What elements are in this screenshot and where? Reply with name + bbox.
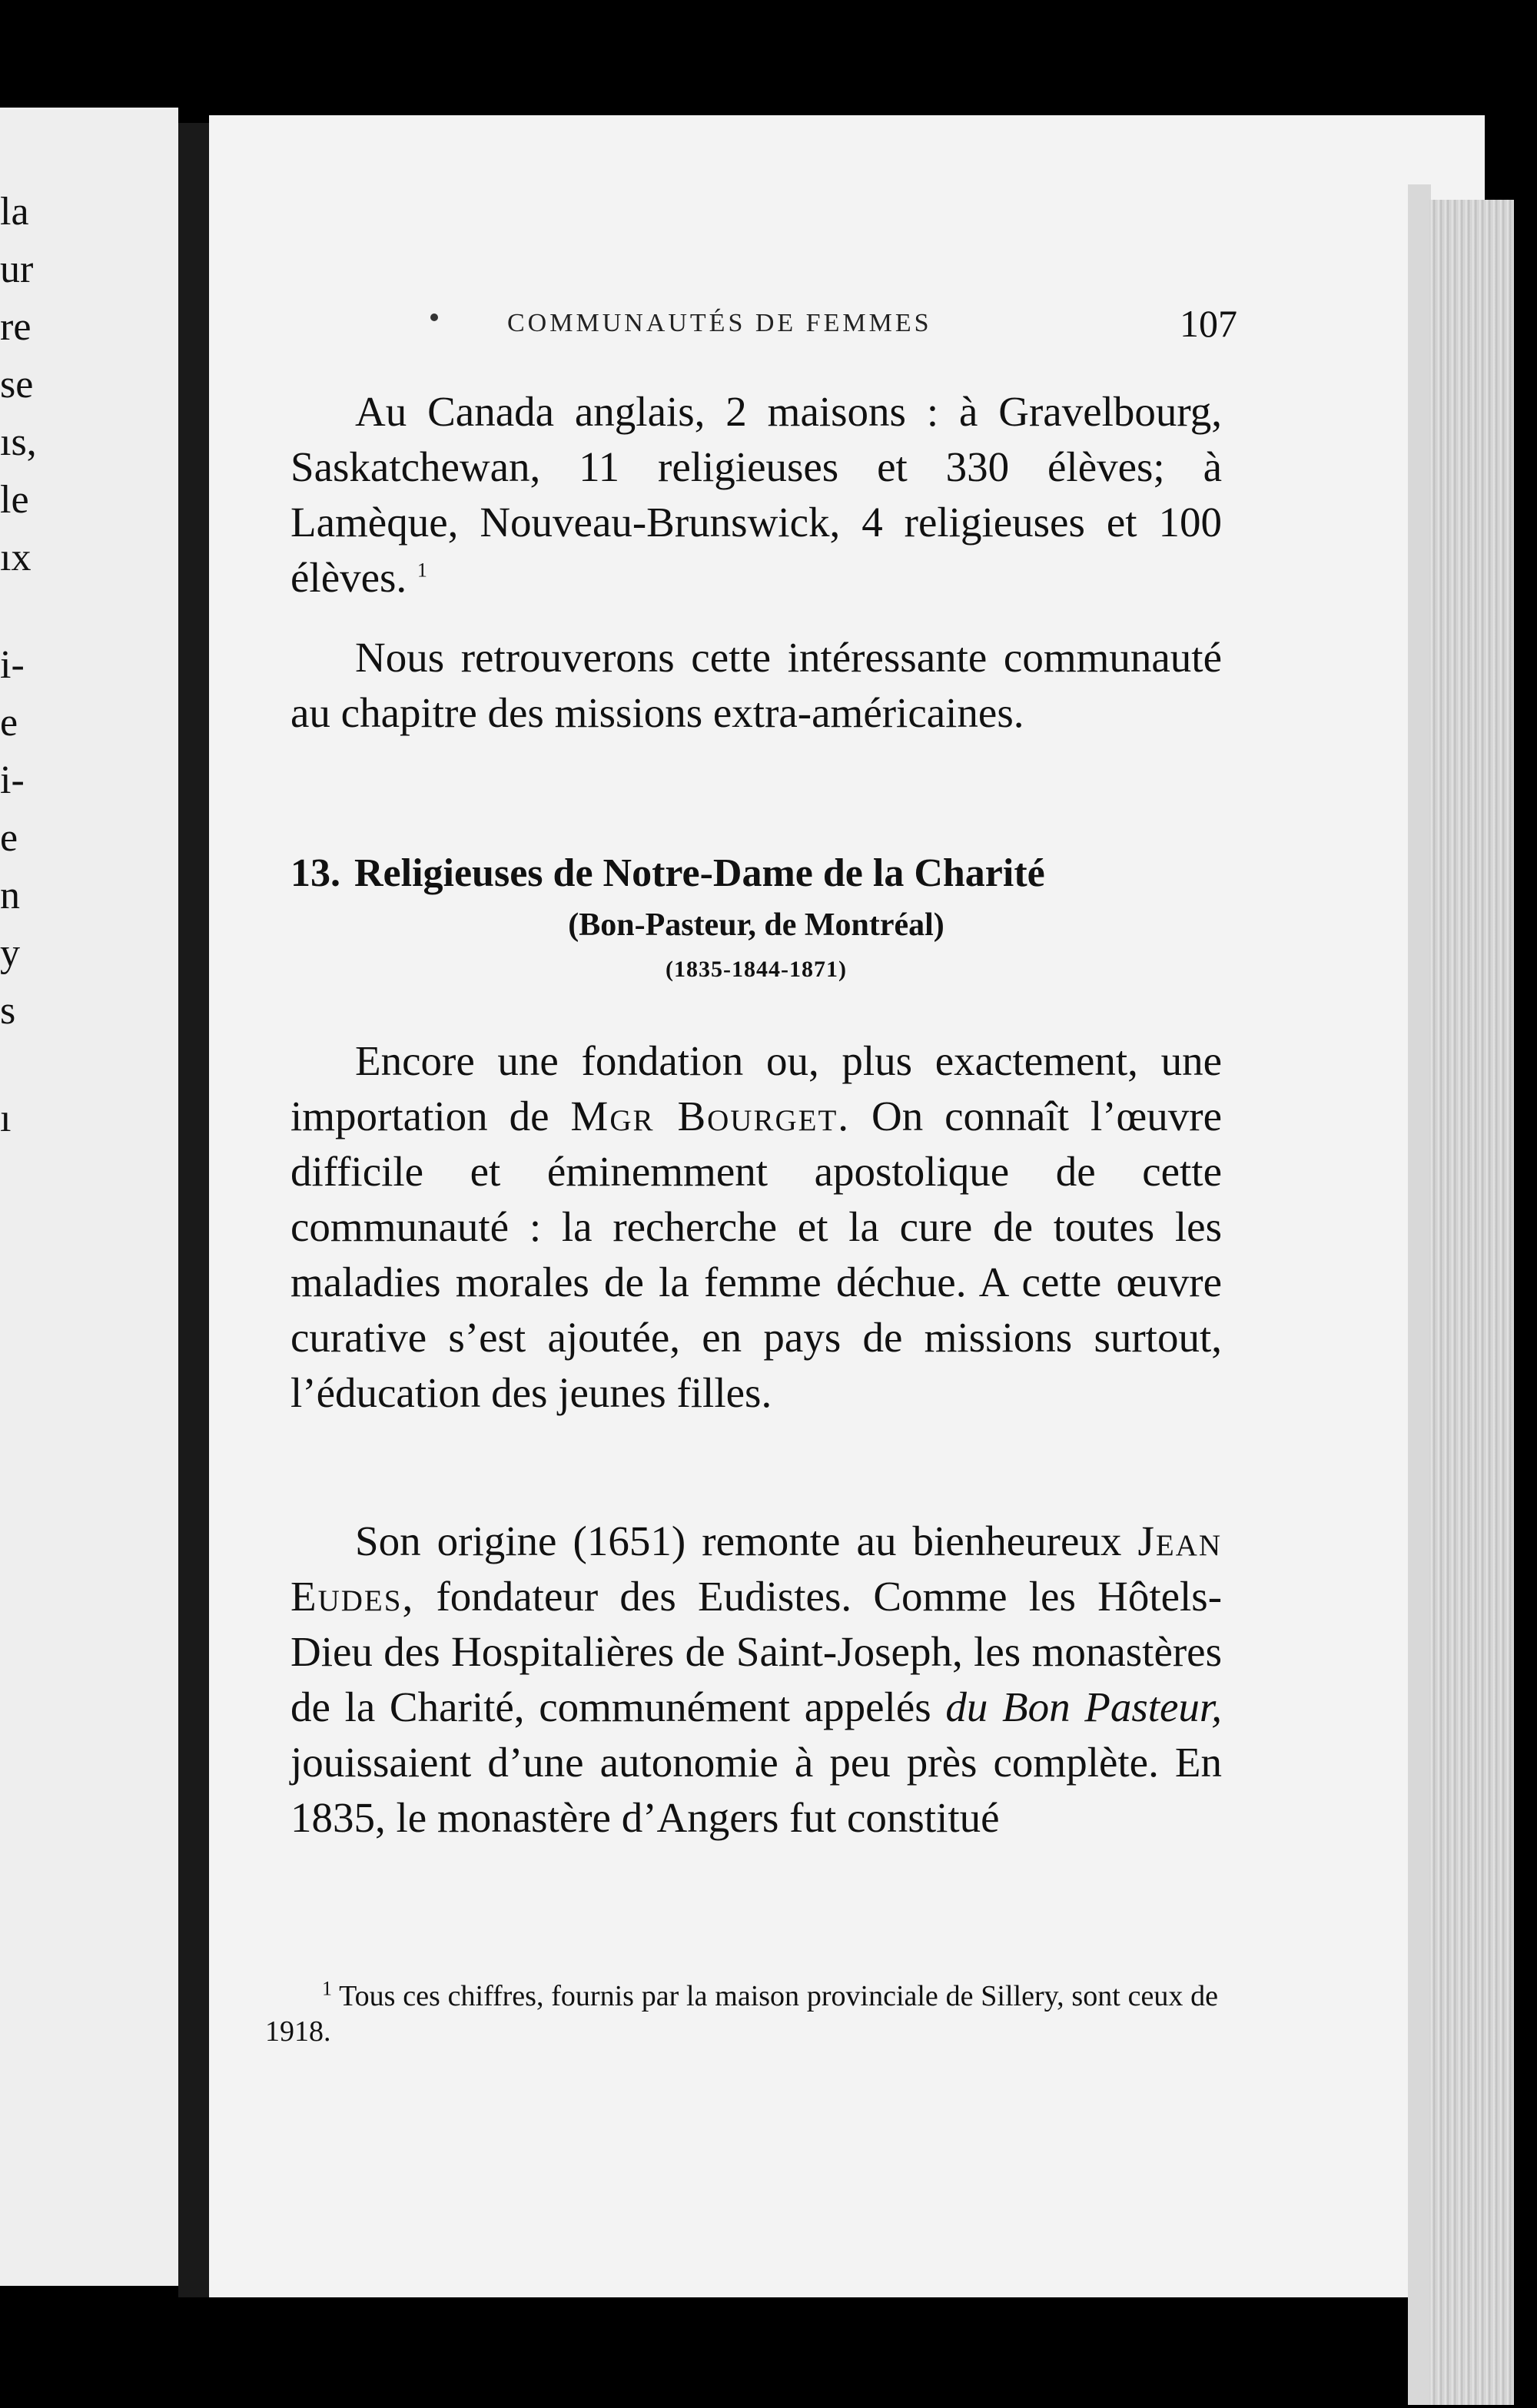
left-page-fragment: ı bbox=[0, 1096, 12, 1140]
paragraph-text: Son origine (1651) remonte au bienheureux bbox=[355, 1517, 1122, 1564]
previous-page-fragment bbox=[0, 108, 178, 2286]
left-page-fragment: i- bbox=[0, 758, 25, 802]
paragraph-text: Nous retrouverons cette intéressante communauté au chapitre des missions extra-américaines. bbox=[290, 634, 1222, 736]
paragraph bbox=[290, 384, 1222, 605]
page-number: 107 bbox=[1180, 302, 1237, 345]
page-stack-edge bbox=[1429, 200, 1514, 2405]
person-name: Mgr Bourget. bbox=[570, 1093, 851, 1139]
left-page-fragment: ur bbox=[0, 247, 34, 291]
left-page-fragment: s bbox=[0, 989, 16, 1033]
italic-term: du Bon Pasteur, bbox=[945, 1683, 1222, 1730]
running-head: COMMUNAUTÉS DE FEMMES bbox=[507, 309, 932, 337]
footnote-marker: 1 bbox=[322, 1977, 332, 2000]
section-number: 13. bbox=[290, 851, 340, 895]
left-page-fragment: y bbox=[0, 931, 20, 975]
left-page-fragment: ıx bbox=[0, 536, 32, 579]
paragraph bbox=[290, 630, 1222, 741]
paragraph bbox=[290, 1033, 1222, 1421]
footnote-text: Tous ces chiffres, fournis par la maison provinciale de Sillery, sont ceux de 1918. bbox=[265, 1980, 1218, 2048]
section-dates: (1835-1844-1871) bbox=[666, 957, 847, 982]
left-page-fragment: la bbox=[0, 190, 29, 234]
page-edge-shadow bbox=[1408, 184, 1431, 2405]
section-subheading: (Bon-Pasteur, de Montréal) bbox=[568, 907, 944, 943]
left-page-fragment: le bbox=[0, 478, 29, 522]
paragraph-text: jouissaient d’une autonomie à peu près complète. En 1835, le monastère d’Angers fut constitué bbox=[290, 1739, 1222, 1841]
book-spine bbox=[178, 123, 209, 2297]
paragraph bbox=[290, 1514, 1222, 1846]
left-page-fragment: se bbox=[0, 363, 34, 406]
paragraph-text: On connaît l’œuvre difficile et éminemment apostolique de cette communauté : la recherche et la cure de toutes les maladies morales de la femme déchue. A cette œuvre curative s’est ajoutée, en pays de missions surtout, l’éducation des jeunes filles. bbox=[290, 1093, 1222, 1416]
footnote-reference: 1 bbox=[417, 559, 427, 582]
left-page-fragment: e bbox=[0, 701, 18, 745]
paragraph-text: Au Canada anglais, 2 maisons : à Gravelbourg, Saskatchewan, 11 religieuses et 330 élèves; à Lamèque, Nouveau-Brunswick, 4 religieuses et 100 élèves. bbox=[290, 388, 1222, 601]
footnote bbox=[265, 1978, 1218, 2049]
section-heading bbox=[290, 849, 1222, 898]
paragraph-text: fondateur des Eudistes. Comme les Hôtels-Dieu des Hospitalières de Saint-Joseph, les monastères de la Charité, communément appelés bbox=[290, 1573, 1223, 1730]
ornament-dot bbox=[430, 313, 438, 321]
section-title: Religieuses de Notre-Dame de la Charité bbox=[354, 851, 1045, 895]
left-page-fragment: re bbox=[0, 305, 32, 349]
paragraph-text: Encore une fondation ou, plus exactement, une importation de bbox=[290, 1037, 1222, 1139]
left-page-fragment: e bbox=[0, 816, 18, 860]
left-page-fragment: i- bbox=[0, 643, 25, 687]
left-page-fragment: ıs, bbox=[0, 420, 37, 464]
person-name: Jean Eudes, bbox=[290, 1517, 1223, 1620]
left-page-fragment: n bbox=[0, 874, 20, 917]
